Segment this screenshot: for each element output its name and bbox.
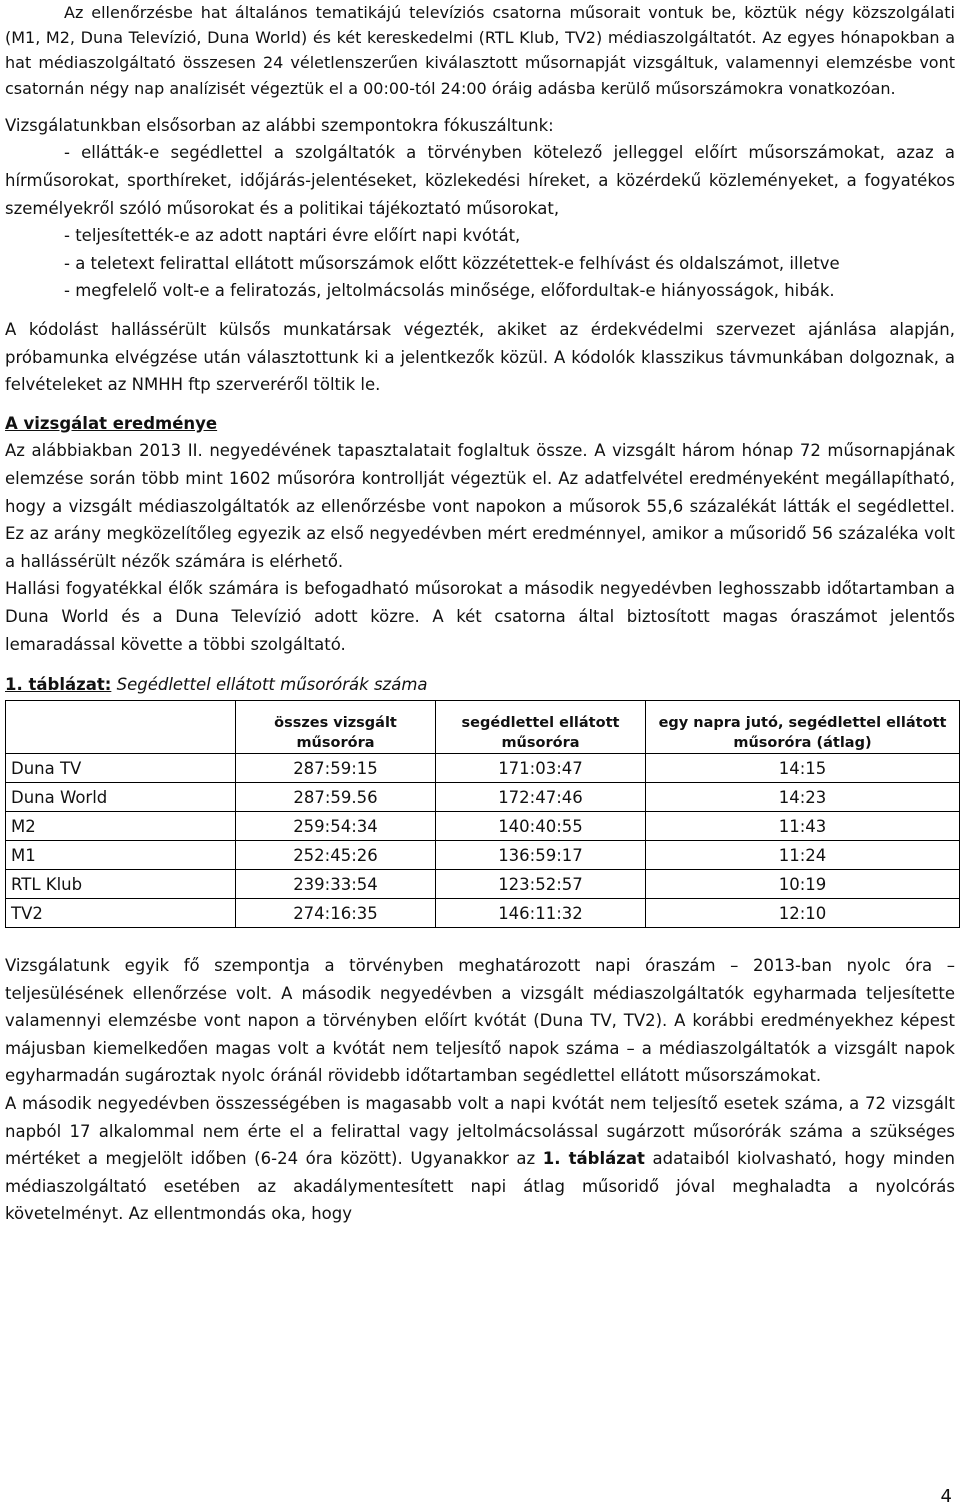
table-cell: 146:11:32 [436, 899, 646, 928]
table-cell: 287:59.56 [236, 783, 436, 812]
document-page [5, 0, 955, 1228]
table-cell: 171:03:47 [436, 754, 646, 783]
table-cell: 172:47:46 [436, 783, 646, 812]
criteria-item-3: - a teletext felirattal ellátott műsorszámok előtt közzétettek-e felhívást és oldalszámot, illetve [64, 253, 840, 273]
table-cell-channel: RTL Klub [6, 870, 236, 899]
table-cell: 14:23 [646, 783, 960, 812]
table-row [6, 899, 960, 928]
table-header-cell: segédlettel ellátott műsoróra [436, 701, 646, 754]
table-caption-label: 1. táblázat: [5, 675, 112, 695]
table-header-cell [6, 701, 236, 754]
table-cell: 259:54:34 [236, 812, 436, 841]
table-header-row [6, 701, 960, 754]
table-caption-title: Segédlettel ellátott műsorórák száma [116, 675, 428, 695]
table-header-cell: egy napra jutó, segédlettel ellátott műsoróra (átlag) [646, 701, 960, 754]
table-cell: 10:19 [646, 870, 960, 899]
table-cell-channel: Duna World [6, 783, 236, 812]
table-cell-channel: M2 [6, 812, 236, 841]
page-number: 4 [940, 1486, 952, 1507]
table-cell: 140:40:55 [436, 812, 646, 841]
after-paragraph-2-part-a: A második negyedévben összességében is magasabb volt a napi kvótát nem teljesítő esetek száma, a 72 vizsgált napból 17 alkalommal nem érte el a felirattal vagy jeltolmácsolással sugárzott műsorórák száma a szükséges mértéket a megjelölt időben (6-24 óra között). Ugyanakkor az [5, 1094, 955, 1169]
table-cell: 287:59:15 [236, 754, 436, 783]
result-paragraph-1: Az alábbiakban 2013 II. negyedévének tapasztalatait foglaltuk össze. A vizsgált három hónap 72 műsornapjának elemzése során több mint 1602 műsoróra kontrollját végeztük el. Az adatfelvétel eredményeként megállapítható, hogy a vizsgált médiaszolgáltatók az ellenőrzésbe vont napokon a műsorok 55,6 százalékát látták el segédlettel. Ez az arány megközelítőleg egyezik az első negyedévben mért eredménnyel, amikor a műsoridő 56 százaléka volt a hallássérült nézők számára is elérhető. [5, 441, 955, 571]
table-row [6, 754, 960, 783]
table-cell: 252:45:26 [236, 841, 436, 870]
coding-paragraph: A kódolást hallássérült külsős munkatársak végezték, akiket az érdekvédelmi szervezet ajánlása alapján, próbamunka elvégzése után választottunk ki a jelentkezők közül. A kódolók klasszikus távmunkában dolgoznak, a felvételeket az NMHH ftp szerveréről töltik le. [5, 319, 955, 395]
table-row [6, 783, 960, 812]
table-cell: 136:59:17 [436, 841, 646, 870]
table-cell: 123:52:57 [436, 870, 646, 899]
table-row [6, 841, 960, 870]
table-row [6, 870, 960, 899]
table-caption [5, 671, 955, 698]
table-reference: 1. táblázat [542, 1149, 645, 1169]
table-cell: 11:24 [646, 841, 960, 870]
criteria-item-4: - megfelelő volt-e a feliratozás, jeltolmácsolás minősége, előfordultak-e hiányosságok, hibák. [64, 281, 835, 301]
table-cell: 12:10 [646, 899, 960, 928]
result-heading: A vizsgálat eredménye [5, 413, 218, 433]
table-cell: 14:15 [646, 754, 960, 783]
table-cell: 239:33:54 [236, 870, 436, 899]
table-cell: 11:43 [646, 812, 960, 841]
criteria-item-1: - ellátták-e segédlettel a szolgáltatók a törvényben kötelező jelleggel előírt műsorszámokat, azaz a hírműsorokat, sporthíreket, időjárás-jelentéseket, közlekedési híreket, a közérdekű közleményeket, a fogyatékos személyekről szóló műsorokat és a politikai tájékoztató műsorokat, [5, 143, 955, 218]
result-paragraph-2: Hallási fogyatékkal élők számára is befogadható műsorokat a második negyedévben leghosszabb időtartamban a Duna World és a Duna Televízió adott közre. A két csatorna által biztosított magas óraszámot jelentős lemaradással követte a többi szolgáltató. [5, 579, 955, 654]
criteria-item-2: - teljesítették-e az adott naptári évre előírt napi kvótát, [64, 226, 521, 246]
criteria-lead: Vizsgálatunkban elsősorban az alábbi szempontokra fókuszáltunk: [5, 115, 554, 135]
table-cell-channel: TV2 [6, 899, 236, 928]
intro-paragraph: Az ellenőrzésbe hat általános tematikájú televíziós csatorna műsorait vontuk be, köztük négy közszolgálati (M1, M2, Duna Televízió, Duna World) és két kereskedelmi (RTL Klub, TV2) médiaszolgáltatót. Az egyes hónapokban a hat médiaszolgáltató összesen 24 véletlenszerűen kiválasztott műsornapját vizsgáltuk, valamennyi elemzésbe vont csatornán négy nap analízisét végeztük el a 00:00-tól 24:00 óráig adásba kerülő műsorszámokra vonatkozóan. [5, 3, 955, 98]
table-row [6, 812, 960, 841]
after-paragraph-2-part-b: adataiból kiolvasható, hogy minden médiaszolgáltató esetében az akadálymentesített napi átlag műsoridő jóval meghaladta a nyolcórás követelményt. Az ellentmondás oka, hogy [5, 1149, 956, 1224]
table-cell-channel: Duna TV [6, 754, 236, 783]
table-cell-channel: M1 [6, 841, 236, 870]
after-paragraph-2 [5, 1090, 955, 1228]
table-cell: 274:16:35 [236, 899, 436, 928]
after-paragraph-1: Vizsgálatunk egyik fő szempontja a törvényben meghatározott napi óraszám – 2013-ban nyolc óra – teljesülésének ellenőrzése volt. A második negyedévben a vizsgált médiaszolgáltatók egyharmada teljesítette valamennyi elemzésbe vont napon a törvényben előírt kvótát (Duna TV, TV2). A korábbi eredményekhez képest májusban kiemelkedően magas volt a kvótát nem teljesítő napok száma – a médiaszolgáltatók a vizsgált napok egyharmadán sugároztak nyolc óránál rövidebb időtartamban segédlettel ellátott műsorszámokat. [5, 956, 955, 1086]
data-table [5, 700, 960, 928]
table-header-cell: összes vizsgált műsoróra [236, 701, 436, 754]
